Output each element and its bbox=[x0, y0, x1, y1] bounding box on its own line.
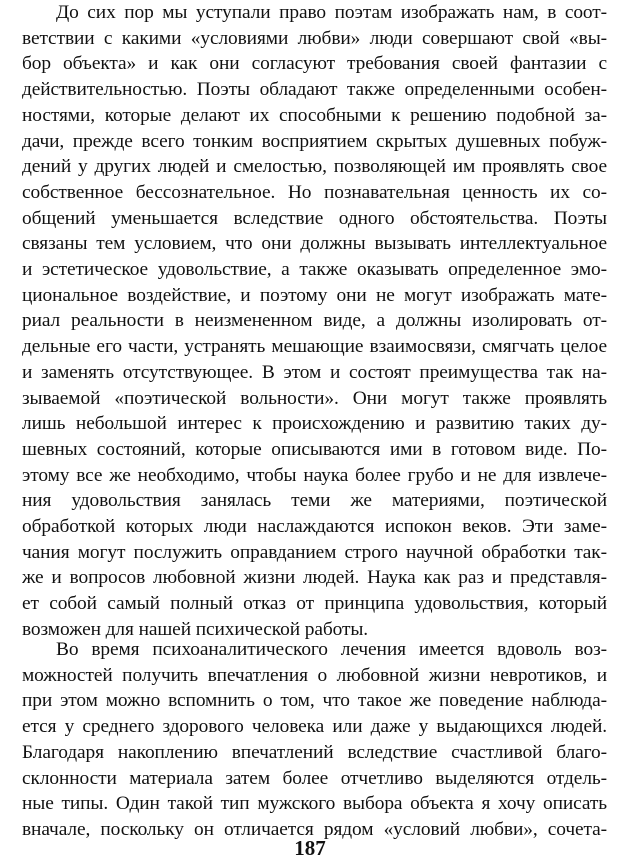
text-line: бор объекта» и как они согласуют требования своей фантазии с bbox=[22, 53, 607, 75]
text-line: чания могут послужить оправданием строго научной обработки так- bbox=[22, 541, 607, 563]
text-line: при этом можно вспомнить о том, что такое же поведение наблюда- bbox=[22, 690, 607, 712]
text-line: лишь небольшой интерес к происхождению и развитию таких ду- bbox=[22, 413, 607, 435]
text-line: Во время психоаналитического лечения имеется вдоволь воз- bbox=[56, 639, 607, 660]
paragraph-2 bbox=[22, 637, 607, 843]
text-line: вначале, поскольку он отличается рядом «условий любви», сочета- bbox=[22, 818, 607, 840]
text-line: До сих пор мы уступали право поэтам изображать нам, в соот- bbox=[56, 2, 607, 23]
text-line: ветствии с какими «условиями любви» люди совершают свой «вы- bbox=[22, 27, 607, 49]
text-line: ния удовольствия занялась теми же материями, поэтической bbox=[22, 490, 607, 512]
text-line: общений уменьшается вследствие одного обстоятельства. Поэты bbox=[22, 207, 607, 229]
text-line: ет собой самый полный отказ от принципа удовольствия, который bbox=[22, 593, 607, 615]
text-line: риал реальности в неизмененном виде, а должны изолировать от- bbox=[22, 310, 607, 332]
text-line: Благодаря накоплению впечатлений вследствие счастливой благо- bbox=[22, 741, 607, 763]
text-line: собственное бессознательное. Но познавательная ценность их со- bbox=[22, 181, 607, 203]
text-line: ностями, которые делают их способными к решению подобной за- bbox=[22, 104, 607, 126]
text-line: этому все же необходимо, чтобы наука более грубо и не для извлече- bbox=[22, 464, 607, 486]
text-line: обработкой которых люди наслаждаются испокон веков. Эти заме- bbox=[22, 516, 607, 538]
text-line: ется у среднего здорового человека или даже у выдающихся людей. bbox=[22, 716, 607, 738]
text-line: возможен для нашей психической работы. bbox=[22, 618, 369, 640]
text-line: склонности материала затем более отчетливо выделяются отдель- bbox=[22, 767, 607, 789]
text-line: дельные его части, устранять мешающие взаимосвязи, смягчать целое bbox=[22, 336, 607, 358]
text-line: связаны тем условием, что они должны вызывать интеллектуальное bbox=[22, 233, 607, 255]
text-line: и заменять отсутствующее. В этом и состоят преимущества так на- bbox=[22, 361, 607, 383]
text-line: ные типы. Один такой тип мужского выбора объекта я хочу описать bbox=[22, 793, 607, 815]
page-number: 187 bbox=[294, 836, 326, 860]
text-line: дений у других людей и смелостью, позволяющей им проявлять свое bbox=[22, 156, 607, 178]
text-line: шевных состояний, которые описываются ими в готовом виде. По- bbox=[22, 438, 607, 460]
text-line: действительностью. Поэты обладают также определенными особен- bbox=[22, 79, 607, 101]
text-line: дачи, прежде всего тонким восприятием скрытых душевных побуж- bbox=[22, 130, 607, 152]
text-line: и эстетическое удовольствие, а также оказывать определенное эмо- bbox=[22, 259, 607, 281]
text-line: же и вопросов любовной жизни людей. Наука как раз и представля- bbox=[22, 567, 607, 589]
text-line: можностей получить впечатления о любовной жизни невротиков, и bbox=[22, 664, 607, 686]
text-line: зываемой «поэтической вольности». Они могут также проявлять bbox=[22, 387, 607, 409]
text-line: циональное воздействие, и поэтому они не могут изображать мате- bbox=[22, 284, 607, 306]
paragraph-1 bbox=[22, 0, 607, 643]
